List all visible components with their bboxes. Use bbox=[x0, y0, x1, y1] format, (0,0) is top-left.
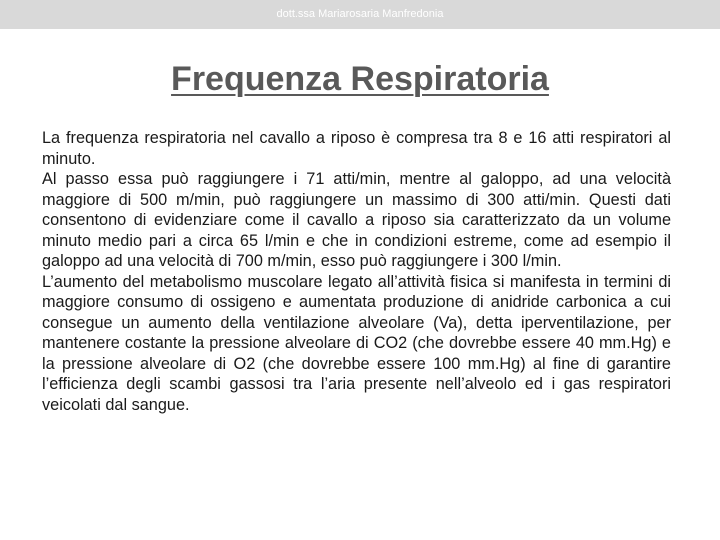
slide-title: Frequenza Respiratoria bbox=[171, 60, 549, 98]
paragraph-metabolism: L’aumento del metabolismo muscolare legato all’attività fisica si manifesta in termini di maggiore consumo di ossigeno e aumentata produzione di anidride carbonica a cui consegue un aumento della ventilazione alveolare (Va), detta iperventilazione, per mantenere costante la pressione alveolare di CO2 (che dovrebbe essere 40 mm.Hg) e la pressione alveolare di O2 (che dovrebbe essere 100 mm.Hg) al fine di garantire l’efficienza degli scambi gassosi tra l’aria presente nell’alveolo ed i gas respiratori veicolati dal sangue. bbox=[42, 272, 671, 414]
paragraph-resting-rate: La frequenza respiratoria nel cavallo a riposo è compresa tra 8 e 16 atti respiratori al minuto. bbox=[42, 129, 671, 168]
paragraph-exercise-rate: Al passo essa può raggiungere i 71 atti/min, mentre al galoppo, ad una velocità maggiore di 500 m/min, può raggiungere un massimo di 300 atti/min. Questi dati consentono di evidenziare come il cavallo a riposo sia caratterizzato da un volume minuto medio pari a circa 65 l/min e che in condizioni estreme, come ad esempio il galoppo ad una velocità di 700 m/min, esso può raggiungere i 300 l/min. bbox=[42, 170, 671, 270]
slide-body bbox=[42, 128, 671, 415]
author-name: dott.ssa Mariarosaria Manfredonia bbox=[276, 8, 444, 20]
header-bar bbox=[0, 0, 720, 29]
